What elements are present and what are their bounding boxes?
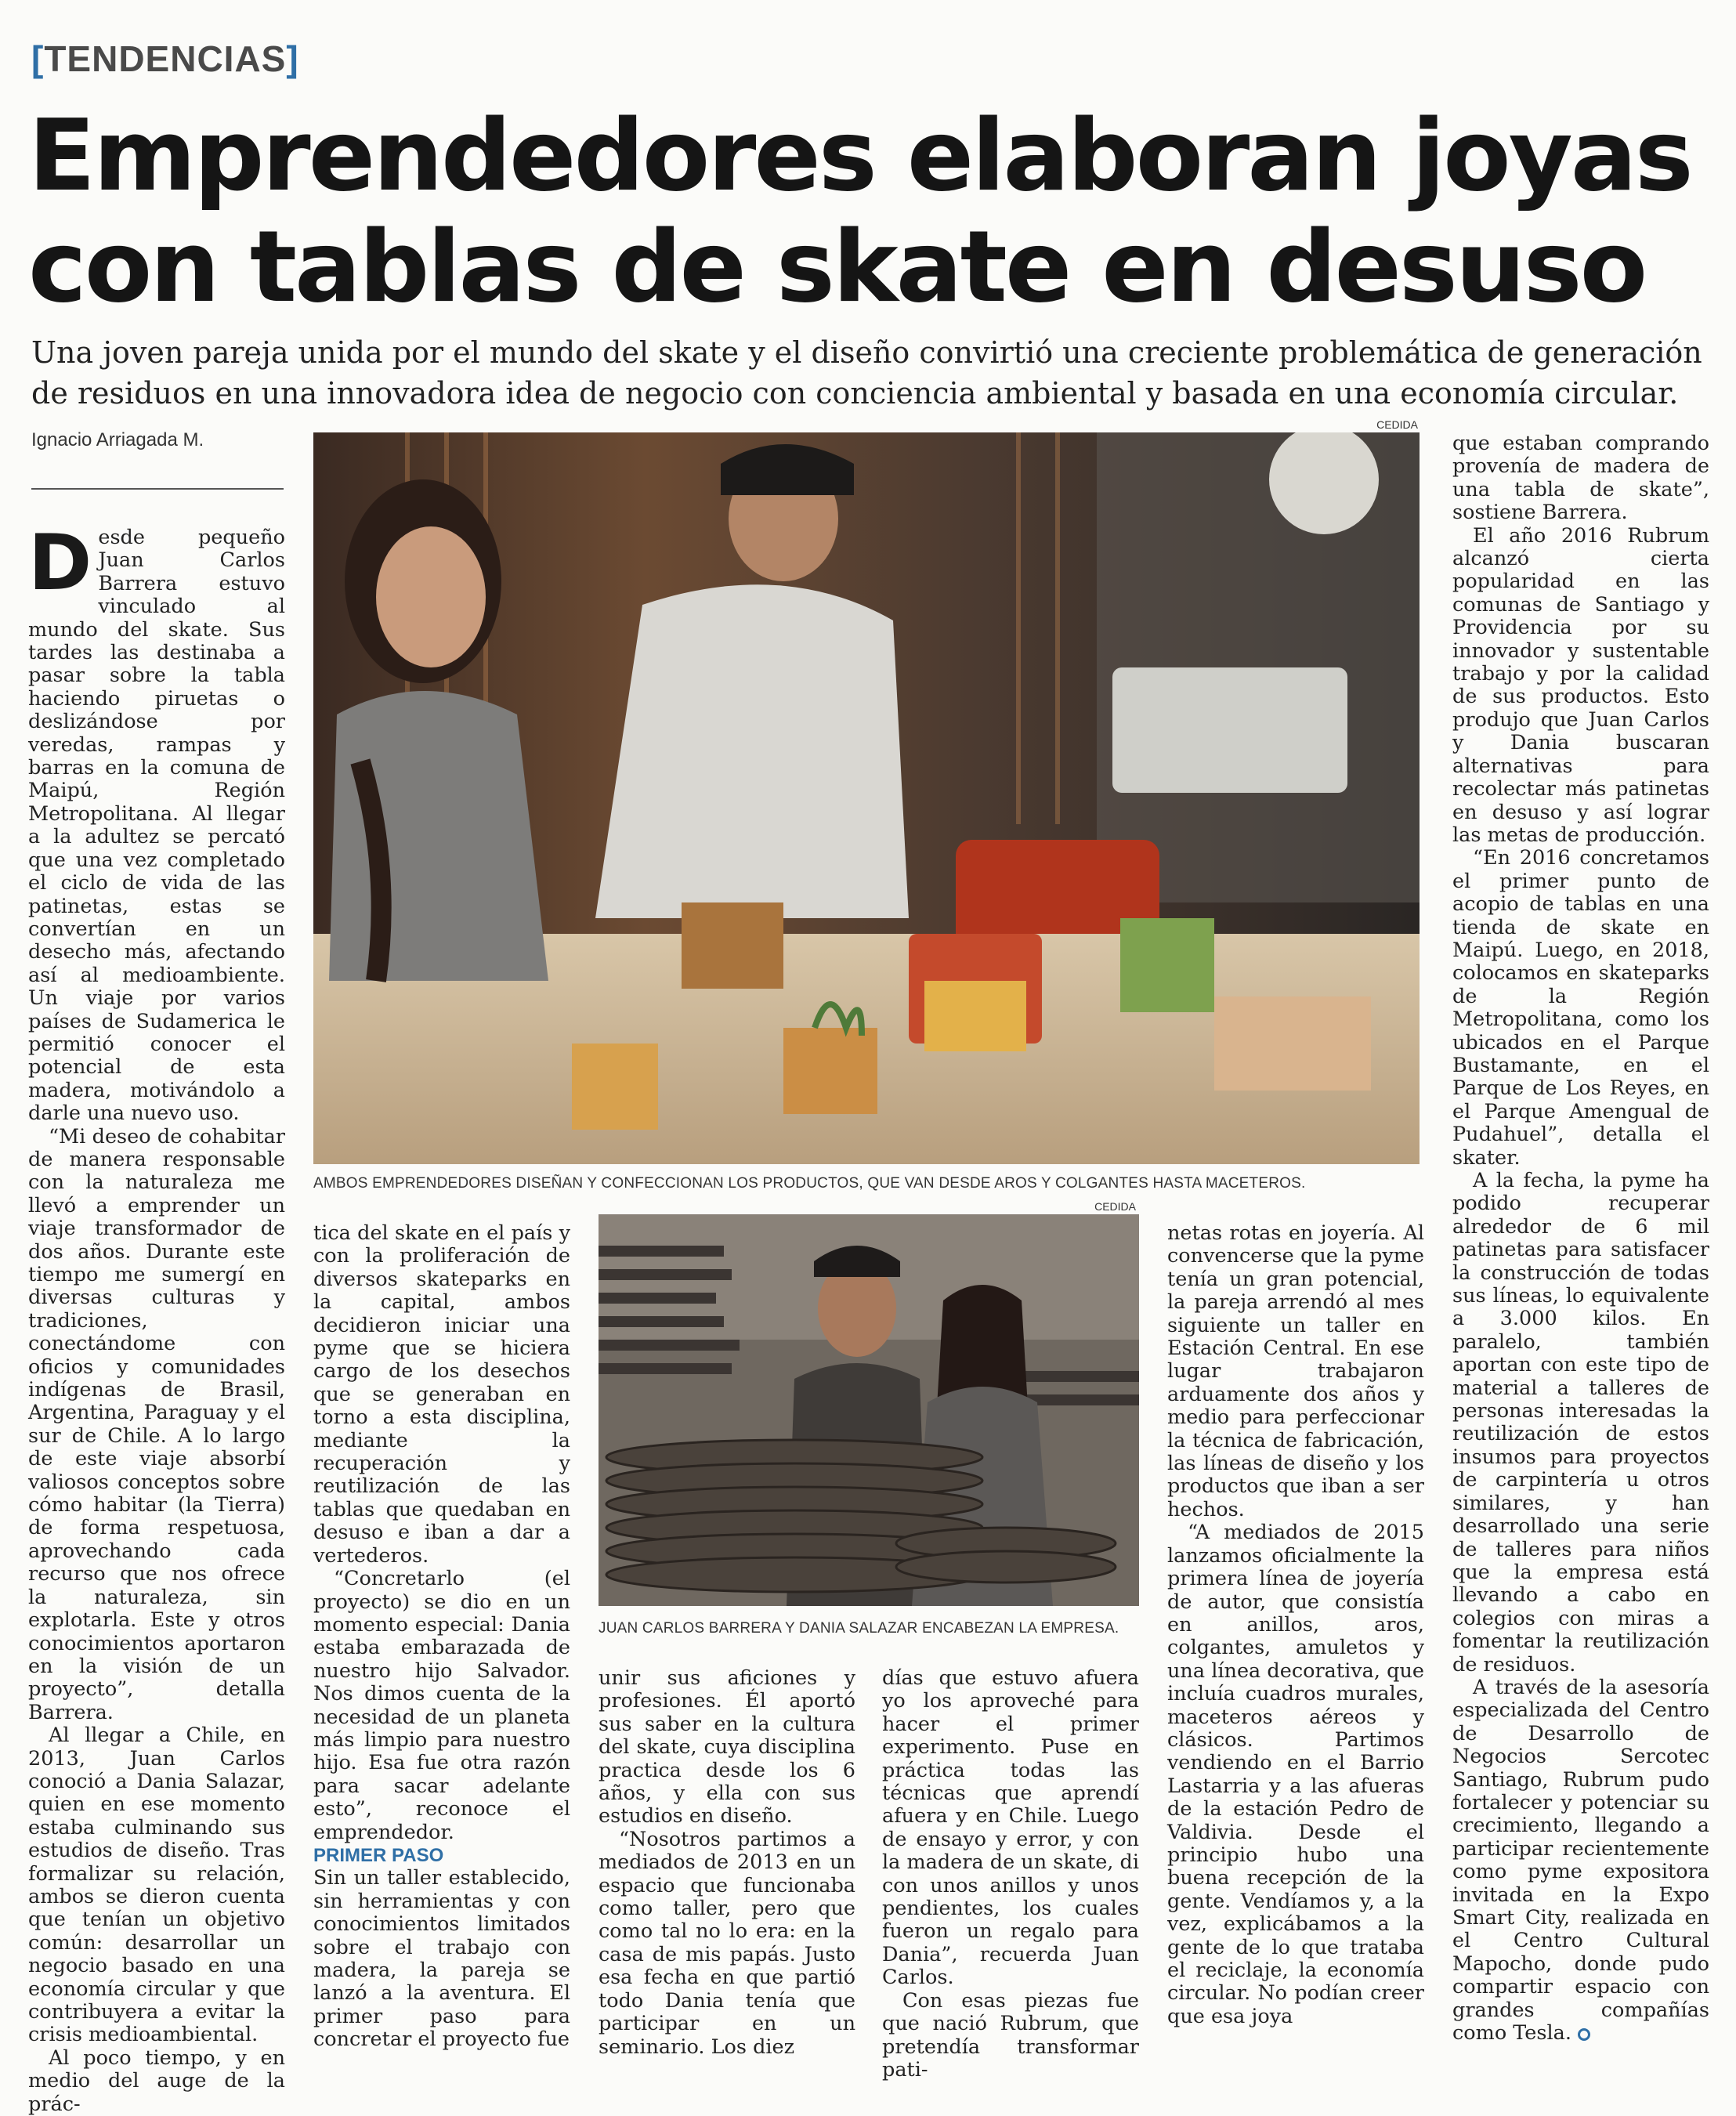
paragraph-1 (28, 519, 285, 1126)
paragraph-12: netas rotas en joyería. Al convencerse que la pyme tenía un gran potencial, la pareja arrendó al mes siguiente un taller en Estación Central. En ese lugar trabajaron arduamente dos años y medio para perfeccionar la técnica de fabricación, las líneas de diseño y los productos que iban a ser hechos. (1167, 1221, 1424, 1521)
paragraph-18 (1452, 1677, 1709, 2045)
article-column-3 (599, 1667, 855, 2059)
section-tag (31, 38, 299, 80)
workshop-photo-image (313, 432, 1420, 1164)
headline-line-2: con tablas de skate en desuso (28, 209, 1646, 324)
paragraph-8: unir sus aficiones y profesiones. Él aportó sus saber en la cultura del skate, cuya disciplina practica desde los 6 años, y ella con sus estudios en diseño. (599, 1666, 855, 1828)
founders-photo-image (599, 1214, 1139, 1606)
article-column-6 (1452, 432, 1709, 2045)
article-column-4 (882, 1667, 1139, 2082)
article-column-1 (28, 519, 285, 2116)
paragraph-3: Al llegar a Chile, en 2013, Juan Carlos conoció a Dania Salazar, quien en ese momento estaba culminando sus estudios de diseño. Tras formalizar su relación, ambos se dieron cuenta que tenían un objetivo común: desarrollar un negocio basado en una economía circular y que contribuyera a evitar la crisis medioambiental. (28, 1724, 285, 2047)
paragraph-14: que estaban comprando provenía de madera de una tabla de skate”, sostiene Barrera. (1452, 432, 1709, 525)
headline (28, 100, 1712, 323)
byline-rule (31, 488, 284, 490)
headline-line-1: Emprendedores elaboran joyas (28, 98, 1691, 213)
section-bracket-open: [ (31, 38, 45, 79)
paragraph-10: días que estuvo afuera yo los aproveché para hacer el primer experimento. Puse en práctica todas las técnicas que aprendí afuera y en Chile. Luego de ensayo y error, y con la madera de un skate, di con unos anillos y unos pendientes, los cuales fueron un regalo para Dania”, recuerda Juan Carlos. (882, 1666, 1140, 1990)
paragraph-17: A la fecha, la pyme ha podido recuperar alrededor de 6 mil patinetas para satisfacer la construcción de todas sus líneas, lo equivalente a 3.000 kilos. En paralelo, también aportan con este tipo de material a talleres de personas interesadas la reutilización de estos insumos para proyectos de carpintería u otros similares, y han desarrollado una serie de talleres para niños que la empresa está llevando a cabo en colegios con miras a fomentar la reutilización de residuos. (1452, 1169, 1709, 1677)
paragraph-4: Al poco tiempo, y en medio del auge de la prác- (28, 2045, 285, 2116)
paragraph-11: Con esas piezas fue que nació Rubrum, que pretendía transformar pati- (882, 1988, 1139, 2082)
dek: Una joven pareja unida por el mundo del skate y el diseño convirtió una creciente problemática de generación de residuos en una innovadora idea de negocio con conciencia ambiental y basada en una economía circular. (31, 335, 1702, 411)
section-label: TENDENCIAS (44, 38, 287, 79)
photo1-credit: CEDIDA (1376, 418, 1418, 431)
paragraph-1-text: esde pequeño Juan Carlos Barrera estuvo vinculado al mundo del skate. Sus tardes las destinaba a pasar sobre la tabla haciendo piruetas o deslizándose por veredas, rampas y barras en la comuna de Maipú, Región Metropolitana. Al llegar a la adultez se percató que una vez completado el ciclo de vida de las patinetas, estas se convertían en un desecho más, afectando así al medioambiente. Un viaje por varios países de Sudamerica le permitió conocer el potencial de esta madera, motivándolo a darle una nuevo uso. (28, 526, 285, 1126)
paragraph-13: “A mediados de 2015 lanzamos oficialmente la primera línea de joyería de autor, que consistía en anillos, aros, colgantes, amuletos y una línea decorativa, que incluía cuadros murales, maceteros aéreos y clásicos. Partimos vendiendo en el Barrio Lastarria y a las afueras de la estación Pedro de Valdivia. Desde el principio hubo una buena recepción de la gente. Vendíamos y, a la vez, explicábamos a la gente de lo que trataba el reciclaje, la economía circular. No podían creer que esa joya (1167, 1521, 1424, 2028)
workshop-photo (313, 432, 1420, 1164)
article-column-5 (1167, 1222, 1424, 2028)
subhead-primer-paso: PRIMER PASO (313, 1844, 444, 1866)
photo2-caption: JUAN CARLOS BARRERA Y DANIA SALAZAR ENCABEZAN LA EMPRESA. (599, 1620, 1119, 1637)
section-bracket-close: ] (286, 38, 299, 79)
paragraph-18-text: A través de la asesoría especializada del Centro de Desarrollo de Negocios Sercotec Santiago, Rubrum pudo fortalecer y potenciar su crecimiento, llegando a participar recientemente como pyme expositora invitada en la Expo Smart City, realizada en el Centro Cultural Mapocho, donde pudo compartir espacio con grandes compañías como Tesla. (1452, 1675, 1709, 2045)
end-mark-icon (1578, 2028, 1590, 2041)
photo2-credit: CEDIDA (1094, 1200, 1136, 1213)
paragraph-9: “Nosotros partimos a mediados de 2013 en un espacio que funcionaba como taller, pero que como tal no lo era: en la casa de mis papás. Justo esa fecha en que partió todo Dania tenía que participar en un seminario. Los diez (599, 1827, 855, 2059)
paragraph-15: El año 2016 Rubrum alcanzó cierta popularidad en las comunas de Santiago y Providencia por su innovador y sustentable trabajo y por la calidad de sus productos. Esto produjo que Juan Carlos y Dania buscaran alternativas para recolectar más patinetas en desuso y así lograr las metas de producción. (1452, 523, 1709, 847)
dropcap: D (28, 519, 92, 608)
paragraph-5: tica del skate en el país y con la proliferación de diversos skateparks en la capital, ambos decidieron iniciar una pyme que se hiciera cargo de los desechos que se generaban en torno a esta disciplina, mediante la recuperación y reutilización de las tablas que quedaban en desuso e iban a dar a vertederos. (313, 1221, 570, 1568)
article-column-2 (313, 1222, 570, 2052)
paragraph-7: Sin un taller establecido, sin herramientas y con conocimientos limitados sobre el trabajo con madera, la pareja se lanzó a la aventura. El primer paso para concretar el proyecto fue (313, 1866, 570, 2052)
paragraph-2: “Mi deseo de cohabitar de manera responsable con la naturaleza me llevó a emprender un viaje transformador de dos años. Durante este tiempo me sumergí en diversas culturas y tradiciones, conectándome con oficios y comunidades indígenas de Brasil, Argentina, Paraguay y el sur de Chile. A lo largo de este viaje absorbí valiosos conceptos sobre cómo habitar (la Tierra) de forma respetuosa, aprovechando cada recurso que nos ofrece la naturaleza, sin explotarla. Este y otros conocimientos aportaron en la visión de un proyecto”, detalla Barrera. (28, 1124, 285, 1724)
founders-photo (599, 1214, 1139, 1606)
paragraph-6: “Concretarlo (el proyecto) se dio en un momento especial: Dania estaba embarazada de nuestro hijo Salvador. Nos dimos cuenta de la necesidad de un planeta más limpio para nuestro hijo. Esa fue otra razón para sacar adelante esto”, reconoce el emprendedor. (313, 1567, 570, 1844)
paragraph-16: “En 2016 concretamos el primer punto de acopio de tablas en una tienda de skate en Maipú. Luego, en 2018, colocamos en skateparks de la Región Metropolitana, como los ubicados en el Parque Bustamante, en el Parque de Los Reyes, en el Parque Amengual de Pudahuel”, detalla el skater. (1452, 846, 1709, 1170)
photo1-caption: AMBOS EMPRENDEDORES DISEÑAN Y CONFECCIONAN LOS PRODUCTOS, QUE VAN DESDE AROS Y COLGANTES HASTA MACETEROS. (313, 1175, 1306, 1192)
byline: Ignacio Arriagada M. (31, 429, 204, 450)
